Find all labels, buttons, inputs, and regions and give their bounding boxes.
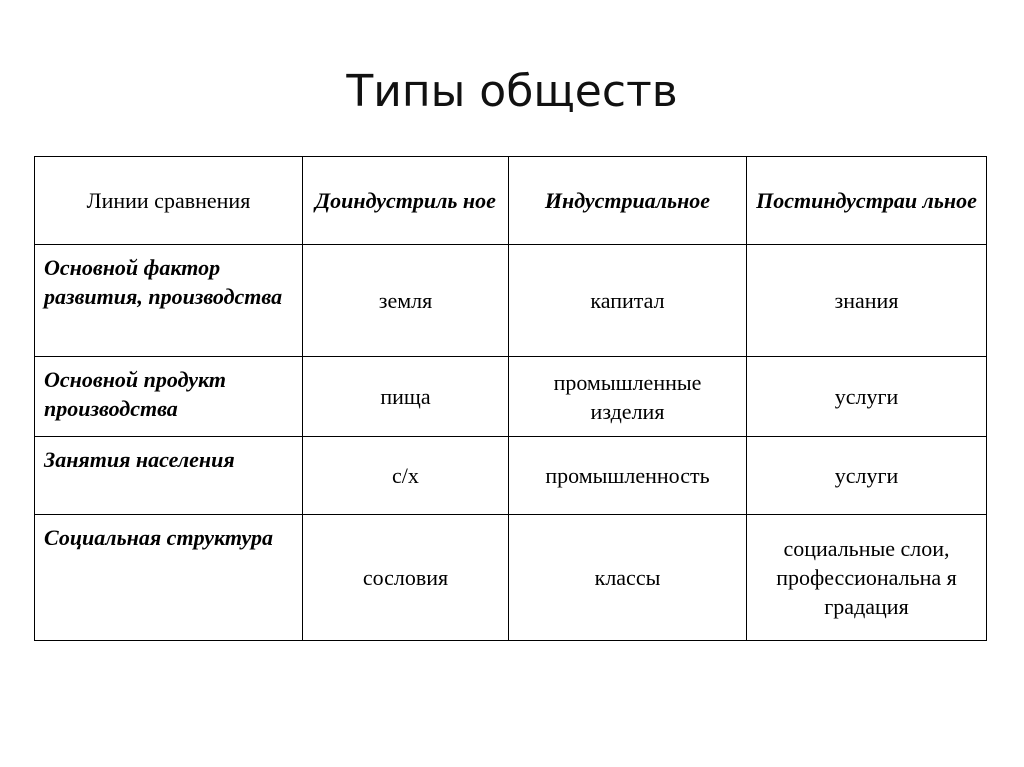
- header-postindustrial: Постиндустраи льное: [747, 157, 987, 245]
- table-cell: промышленность: [509, 437, 747, 515]
- table-cell: классы: [509, 515, 747, 641]
- table-row: [35, 515, 987, 641]
- table-cell: капитал: [509, 245, 747, 357]
- row-label: Основной фактор развития, производства: [35, 245, 303, 357]
- header-industrial: Индустриальное: [509, 157, 747, 245]
- table-cell: сословия: [303, 515, 509, 641]
- table-cell: социальные слои, профессиональна я градация: [747, 515, 987, 641]
- slide-title: Типы обществ: [346, 66, 678, 117]
- table-row: [35, 357, 987, 437]
- row-label: Основной продукт производства: [35, 357, 303, 437]
- header-comparison-lines: Линии сравнения: [35, 157, 303, 245]
- table-row: [35, 437, 987, 515]
- row-label: Социальная структура: [35, 515, 303, 641]
- header-preindustrial: Доиндустриль ное: [303, 157, 509, 245]
- row-label: Занятия населения: [35, 437, 303, 515]
- table-cell: знания: [747, 245, 987, 357]
- table-cell: услуги: [747, 437, 987, 515]
- table-cell: промышленные изделия: [509, 357, 747, 437]
- table-header-row: [35, 157, 987, 245]
- table-cell: с/х: [303, 437, 509, 515]
- comparison-table: [34, 156, 987, 641]
- table-cell: земля: [303, 245, 509, 357]
- table-cell: пища: [303, 357, 509, 437]
- table-row: [35, 245, 987, 357]
- table-cell: услуги: [747, 357, 987, 437]
